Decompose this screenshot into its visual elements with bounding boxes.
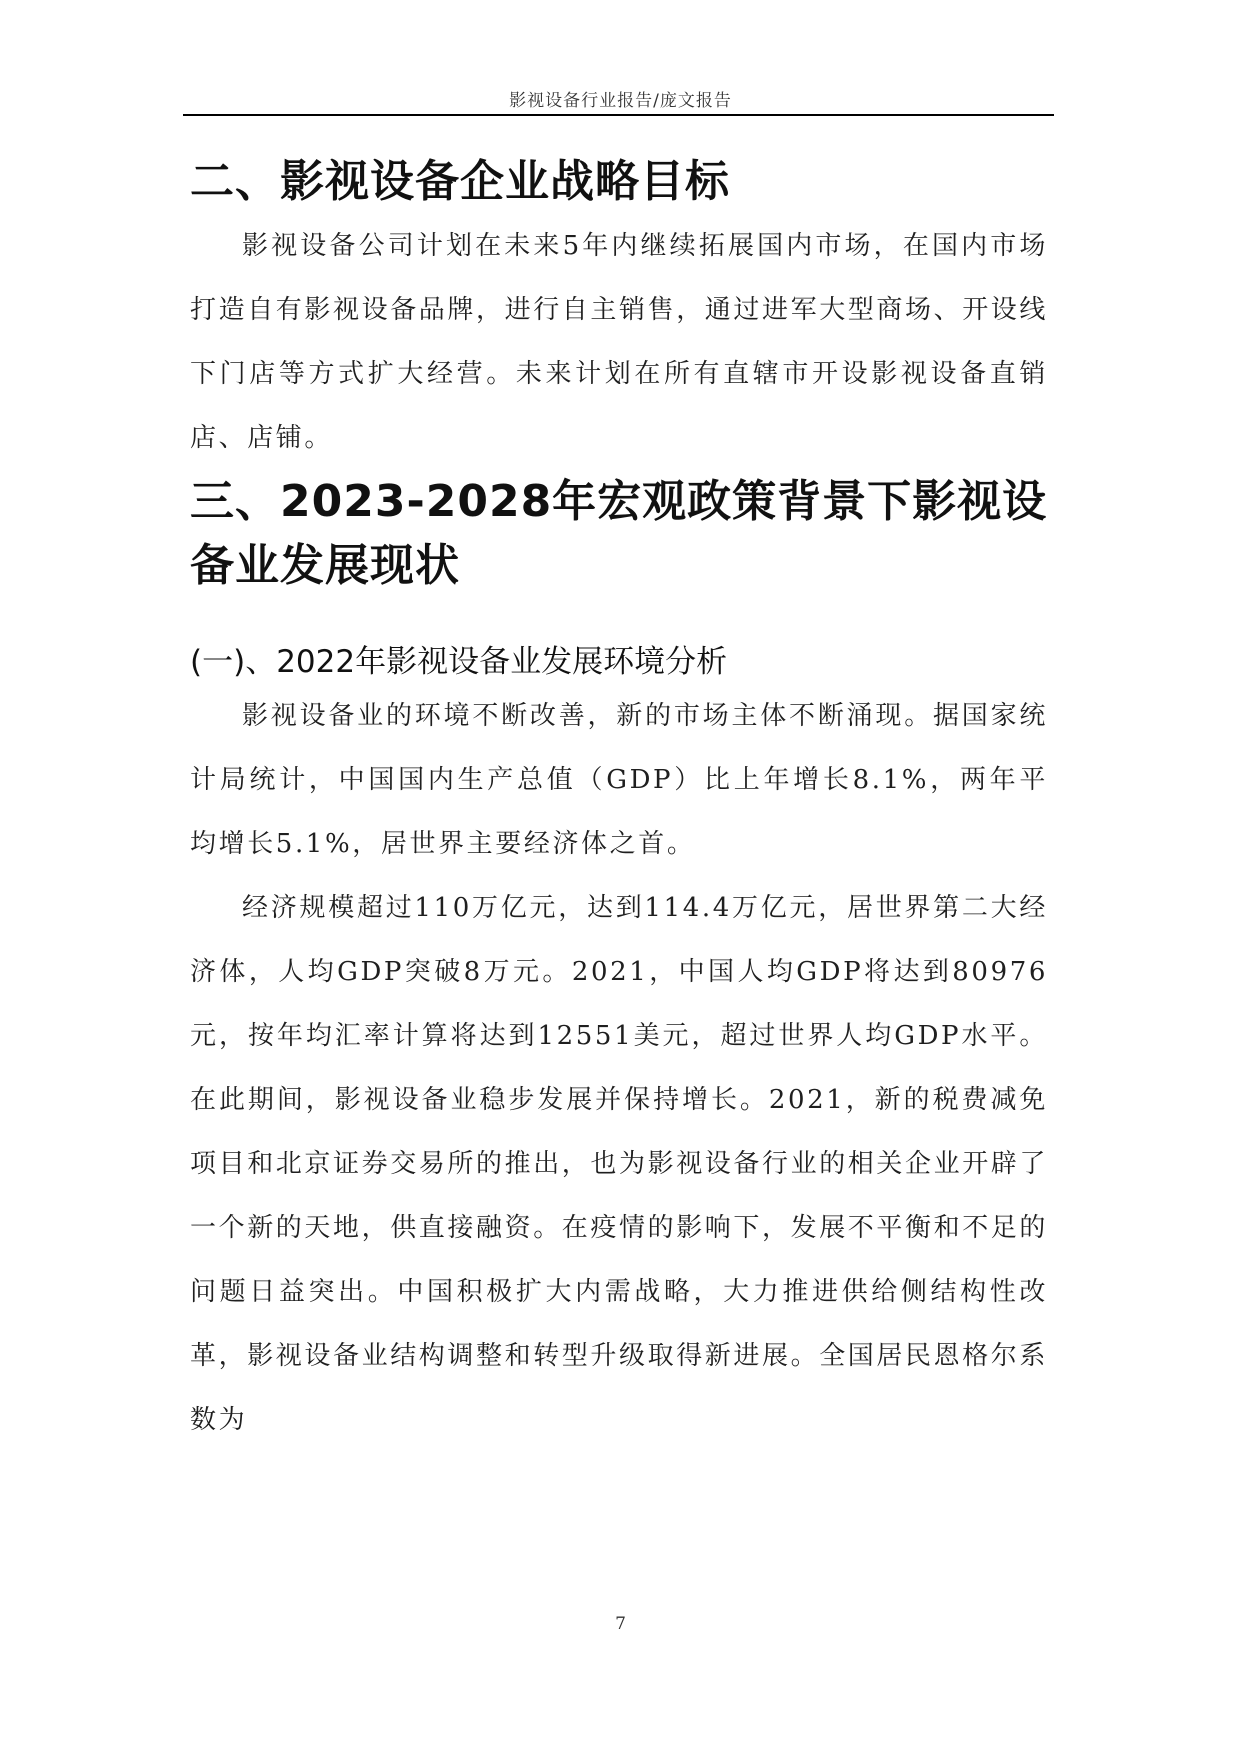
- page-number: 7: [615, 1614, 626, 1634]
- subsection-heading-environment: (一)、2022年影视设备业发展环境分析: [190, 644, 728, 680]
- paragraph-environment-2: 经济规模超过110万亿元，达到114.4万亿元，居世界第二大经济体，人均GDP突破8万元。2021，中国人均GDP将达到80976元，按年均汇率计算将达到12551美元，超过世界人均GDP水平。在此期间，影视设备业稳步发展并保持增长。2021，新的税费减免项目和北京证券交易所的推出，也为影视设备行业的相关企业开辟了一个新的天地，供直接融资。在疫情的影响下，发展不平衡和不足的问题日益突出。中国积极扩大内需战略，大力推进供给侧结构性改革，影视设备业结构调整和转型升级取得新进展。全国居民恩格尔系数为: [190, 893, 1049, 1435]
- paragraph-environment-1: 影视设备业的环境不断改善，新的市场主体不断涌现。据国家统计局统计，中国国内生产总值（GDP）比上年增长8.1%，两年平均增长5.1%，居世界主要经济体之首。: [190, 701, 1048, 859]
- header-divider: [183, 114, 1054, 116]
- page-body: [190, 150, 1048, 1452]
- section-heading-strategy: 二、影视设备企业战略目标: [190, 156, 730, 207]
- running-header: 影视设备行业报告/庞文报告: [509, 91, 732, 111]
- section-heading-macro-policy: 三、2023-2028年宏观政策背景下影视设备业发展现状: [190, 476, 1048, 591]
- paragraph-strategy: 影视设备公司计划在未来5年内继续拓展国内市场，在国内市场打造自有影视设备品牌，进行自主销售，通过进军大型商场、开设线下门店等方式扩大经营。未来计划在所有直辖市开设影视设备直销店、店铺。: [190, 231, 1049, 453]
